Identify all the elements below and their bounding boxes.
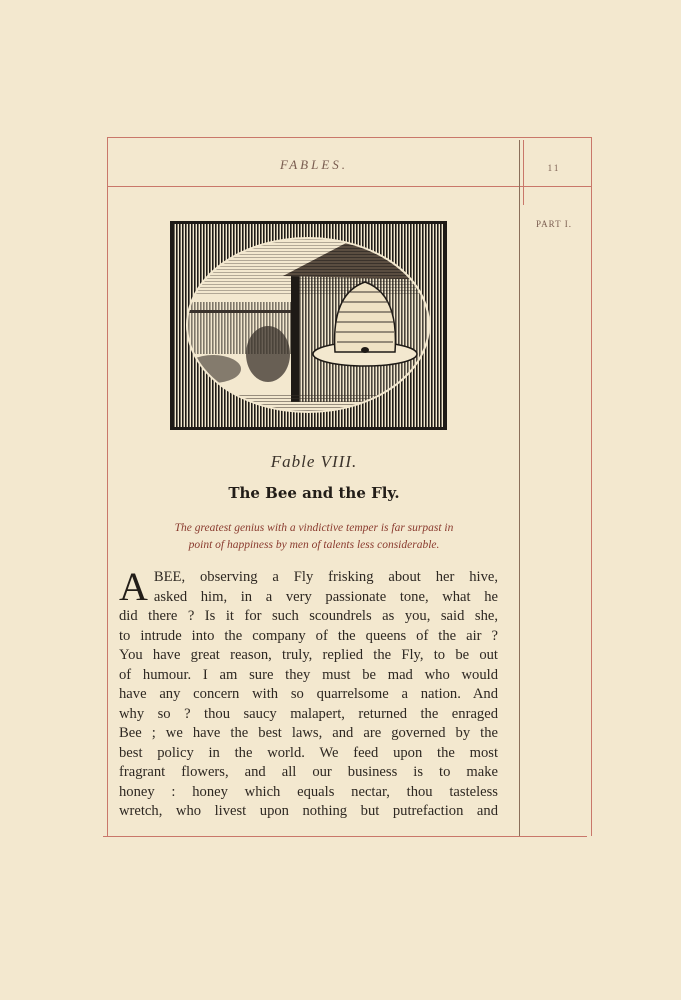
page-number: 11	[547, 163, 561, 173]
frame-bottom-rule	[103, 836, 587, 837]
fable-title: The Bee and the Fly.	[228, 484, 400, 502]
body-line: best policy in the world. We feed upon the most	[119, 744, 498, 761]
body-line: of humour. I am sure they must be mad who would	[119, 666, 498, 683]
body-line: fragrant flowers, and all our business is to make	[119, 764, 498, 780]
side-note: PART I.	[536, 219, 572, 229]
body-line: have any concern with so quarrelsome a nation. And	[119, 686, 498, 702]
fable-number: Fable VIII.	[270, 452, 358, 471]
frame-top-rule	[108, 137, 592, 138]
body-line: asked him, in a very passionate tone, what he	[153, 588, 498, 605]
body-line: Bee ; we have the best laws, and are governed by the	[119, 725, 498, 741]
body-line: to intrude into the company of the queens of the air ?	[119, 627, 498, 644]
running-head: FABLES.	[279, 157, 349, 172]
body-line: honey : honey which equals nectar, thou tasteless	[119, 783, 498, 800]
body-line: BEE, observing a Fly frisking about her hive,	[153, 569, 498, 585]
moral-line: The greatest genius with a vindictive temper is far surpast in	[174, 522, 454, 534]
moral	[125, 520, 503, 554]
moral-line: point of happiness by men of talents less considerable.	[188, 539, 440, 551]
fable-body	[119, 564, 498, 822]
body-line: You have great reason, truly, replied the Fly, to be out	[119, 647, 498, 663]
body-line: wretch, who livest upon nothing but putrefaction and	[119, 803, 498, 819]
body-line: why so ? thou saucy malapert, returned the enraged	[119, 705, 498, 722]
drop-cap: A	[119, 564, 148, 609]
beehive-engraving	[170, 221, 447, 430]
body-line: did there ? Is it for such scoundrels as you, said she,	[119, 608, 498, 624]
frame-right-rule	[591, 137, 592, 836]
